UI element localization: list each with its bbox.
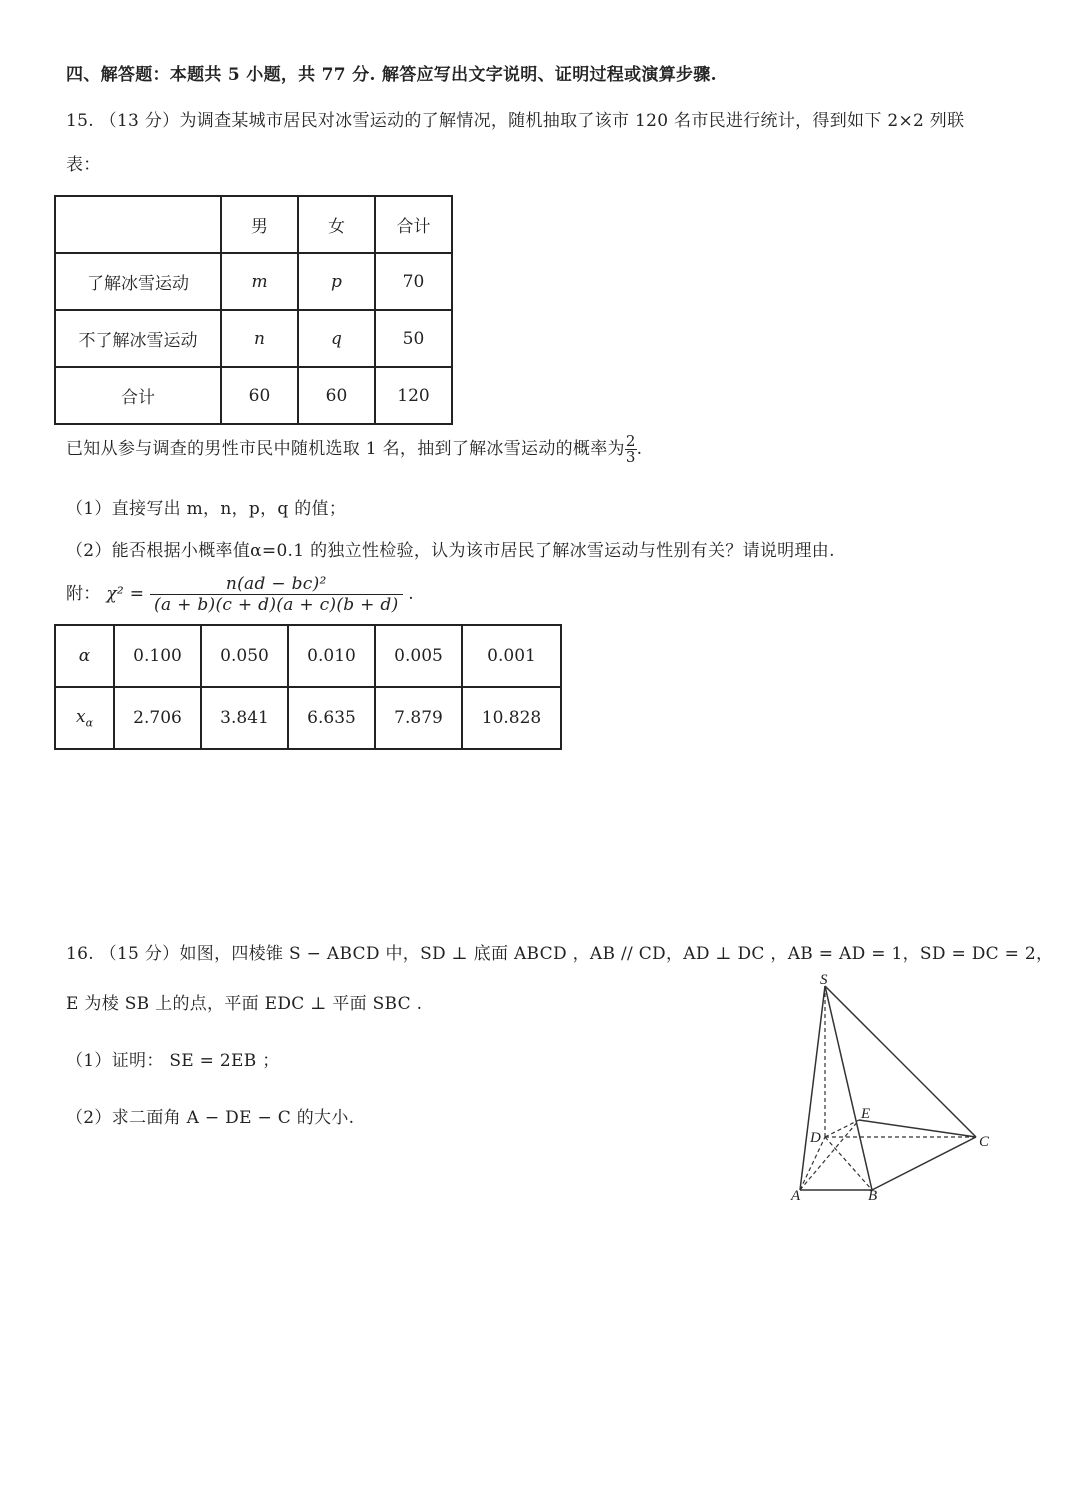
table-header-row <box>55 196 452 253</box>
table-cell: 6.635 <box>288 687 375 749</box>
formula-appendix <box>66 574 414 615</box>
q15-intro-line2: 表： <box>66 155 101 175</box>
fraction-denominator: 3 <box>625 448 636 466</box>
label-S: S <box>820 972 828 988</box>
table-cell: 了解冰雪运动 <box>55 253 221 310</box>
label-B: B <box>868 1188 878 1204</box>
table-cell: 3.841 <box>201 687 288 749</box>
edge-BC <box>872 1137 976 1190</box>
table-cell: 120 <box>375 367 452 424</box>
table-cell: 合计 <box>55 367 221 424</box>
formula-denominator: (a + b)(c + d)(a + c)(b + d) <box>154 595 399 615</box>
table-header-cell <box>55 196 221 253</box>
table-cell: 50 <box>375 310 452 367</box>
pyramid-figure <box>780 968 1010 1208</box>
table-cell: n <box>221 310 298 367</box>
edge-EC <box>859 1120 976 1137</box>
table-cell: 10.828 <box>462 687 561 749</box>
table-row <box>55 625 561 687</box>
table-row <box>55 367 452 424</box>
edge-AE <box>800 1120 859 1190</box>
table-cell: 2.706 <box>114 687 201 749</box>
table-cell: p <box>298 253 375 310</box>
q15-intro-line1: 15. （13 分）为调查某城市居民对冰雪运动的了解情况，随机抽取了该市 120 名市民进行统计，得到如下 2×2 列联 <box>66 111 965 131</box>
x-label: x <box>75 706 86 727</box>
q15-part1: （1）直接写出 m，n，p，q 的值； <box>66 499 347 519</box>
edge-SC <box>825 986 976 1137</box>
table-cell: q <box>298 310 375 367</box>
fraction-numerator: 2 <box>625 432 636 450</box>
table-header-cell: 男 <box>221 196 298 253</box>
section-heading: 四、解答题：本题共 5 小题，共 77 分. 解答应写出文字说明、证明过程或演算步骤. <box>66 65 717 85</box>
table-cell: 不了解冰雪运动 <box>55 310 221 367</box>
q16-part1: （1）证明： SE = 2EB ； <box>66 1051 280 1071</box>
q16-line2: E 为棱 SB 上的点，平面 EDC ⊥ 平面 SBC . <box>66 994 423 1014</box>
table-cell: 70 <box>375 253 452 310</box>
table-cell: 0.050 <box>201 625 288 687</box>
chi-square-fraction <box>150 574 403 615</box>
edge-DE <box>825 1120 859 1137</box>
edge-SA <box>800 986 825 1190</box>
table-cell: 0.100 <box>114 625 201 687</box>
q16-line1: 16. （15 分）如图，四棱锥 S − ABCD 中，SD ⊥ 底面 ABCD ，AB // CD，AD ⊥ DC ，AB = AD = 1，SD = DC = 2， <box>66 944 1054 964</box>
q15-part2: （2）能否根据小概率值α=0.1 的独立性检验，认为该市居民了解冰雪运动与性别有关？请说明理由. <box>66 541 835 561</box>
table-cell: 0.005 <box>375 625 462 687</box>
table-row <box>55 687 561 749</box>
probability-fraction <box>625 434 637 465</box>
contingency-table <box>54 195 453 425</box>
alpha-label-cell: α <box>55 625 114 687</box>
label-A: A <box>791 1188 801 1204</box>
critical-value-table <box>54 624 562 750</box>
edge-SB <box>825 986 872 1190</box>
given-text: 已知从参与调查的男性市民中随机选取 1 名，抽到了解冰雪运动的概率为 <box>66 439 625 459</box>
table-cell: 60 <box>221 367 298 424</box>
table-cell: 60 <box>298 367 375 424</box>
edge-DB <box>825 1137 872 1190</box>
label-D: D <box>810 1130 821 1146</box>
table-row <box>55 310 452 367</box>
table-cell: m <box>221 253 298 310</box>
table-cell: 0.010 <box>288 625 375 687</box>
label-C: C <box>979 1134 990 1150</box>
given-end: . <box>636 439 643 459</box>
label-E: E <box>861 1106 871 1122</box>
table-header-cell: 合计 <box>375 196 452 253</box>
q16-part2: （2）求二面角 A − DE − C 的大小. <box>66 1108 355 1128</box>
appendix-label: 附： <box>66 584 101 604</box>
table-header-cell: 女 <box>298 196 375 253</box>
x-label-cell <box>55 687 114 749</box>
table-cell: 0.001 <box>462 625 561 687</box>
formula-end: . <box>408 584 414 604</box>
table-cell: 7.879 <box>375 687 462 749</box>
formula-lhs: χ² = <box>106 584 145 604</box>
x-subscript: α <box>85 716 94 730</box>
formula-numerator: n(ad − bc)² <box>150 574 403 595</box>
table-row <box>55 253 452 310</box>
q15-given <box>66 434 642 465</box>
